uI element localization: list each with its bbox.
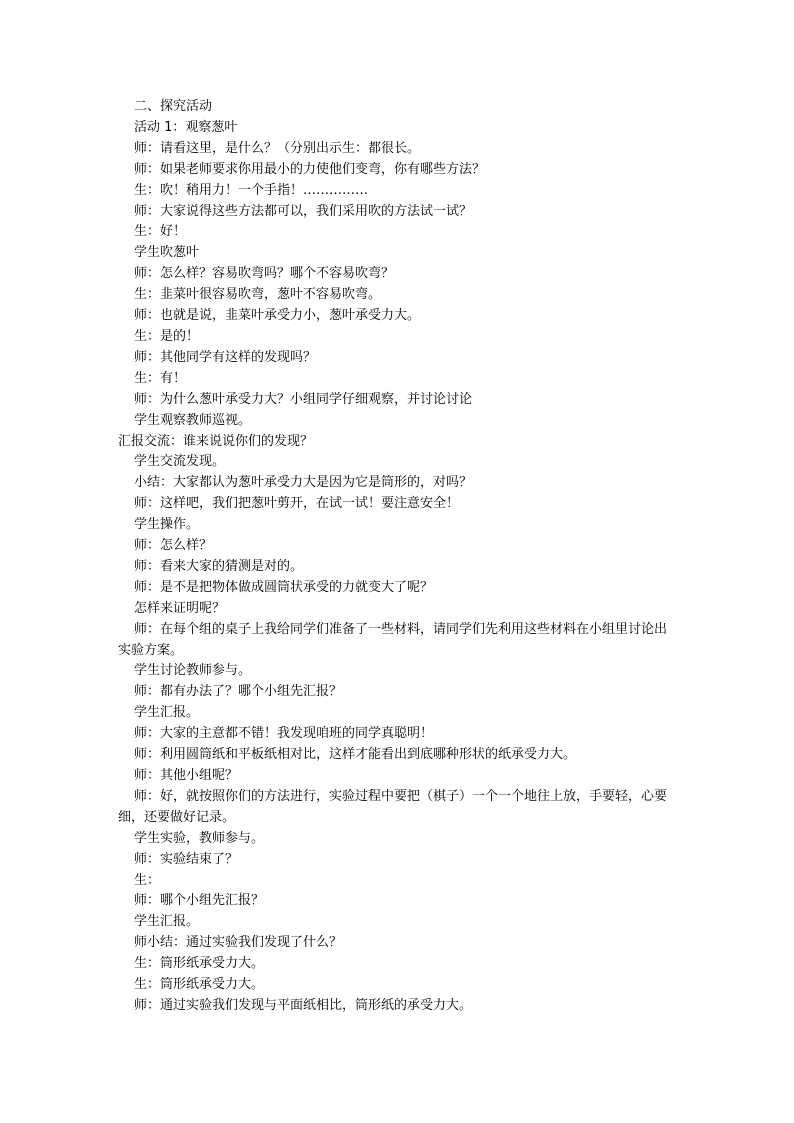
text-line: 师：大家说得这些方法都可以，我们采用吹的方法试一试？ bbox=[134, 203, 473, 219]
text-line: 师：其他小组呢？ bbox=[134, 768, 239, 783]
text-line: 学生讨论教师参与。 bbox=[134, 663, 252, 679]
text-line: 师：好，就按照你们的方法进行，实验过程中要把（棋子）一个一个地往上放，手要轻，心要细，还要做好记录。 bbox=[118, 788, 668, 825]
text-line: 师：通过实验我们发现与平面纸相比，筒形纸的承受力大。 bbox=[134, 997, 473, 1013]
text-line: 师：也就是说，韭菜叶承受力小，葱叶承受力大。 bbox=[134, 308, 421, 324]
text-line: 师：怎么样？容易吹弯吗？哪个不容易吹弯？ bbox=[134, 266, 395, 282]
text-line: 师：是不是把物体做成圆筒状承受的力就变大了呢？ bbox=[134, 579, 434, 595]
document-body bbox=[118, 97, 678, 1017]
text-line: 生：韭菜叶很容易吹弯，葱叶不容易吹弯。 bbox=[134, 287, 382, 303]
text-line: 学生汇报。 bbox=[134, 705, 200, 721]
text-line: 师：这样吧，我们把葱叶剪开，在试一试！要注意安全！ bbox=[134, 496, 460, 512]
text-line: 生： bbox=[134, 872, 161, 888]
text-line: 学生交流发现。 bbox=[134, 454, 226, 470]
text-line: 师：请看这里，是什么？（分别出示生：都很长。 bbox=[134, 140, 421, 156]
text-line: 生：有！ bbox=[134, 370, 187, 386]
text-line: 活动 1：观察葱叶 bbox=[134, 119, 238, 135]
text-line: 学生吹葱叶 bbox=[134, 245, 200, 261]
text-line: 学生汇报。 bbox=[134, 914, 200, 930]
text-line: 师：实验结束了？ bbox=[134, 851, 239, 867]
text-line: 师：利用圆筒纸和平板纸相对比，这样才能看出到底哪种形状的纸承受力大。 bbox=[134, 747, 577, 763]
text-line: 师：看来大家的猜测是对的。 bbox=[134, 558, 304, 574]
text-line: 师：大家的主意都不错！我发现咱班的同学真聪明！ bbox=[134, 726, 434, 742]
text-line: 怎样来证明呢？ bbox=[134, 600, 226, 616]
text-line: 师：哪个小组先汇报？ bbox=[134, 893, 265, 909]
text-line: 学生观察教师巡视。 bbox=[134, 412, 252, 428]
text-line: 师：如果老师要求你用最小的力使他们变弯，你有哪些方法？ bbox=[134, 161, 486, 177]
text-line: 生：吹！稍用力！一个手指！…………… bbox=[134, 182, 369, 198]
text-line: 小结：大家都认为葱叶承受力大是因为它是筒形的，对吗？ bbox=[134, 475, 473, 491]
text-line: 生：筒形纸承受力大。 bbox=[134, 956, 265, 972]
text-line: 二、探究活动 bbox=[134, 99, 213, 114]
text-line: 生：筒形纸承受力大。 bbox=[134, 977, 265, 993]
text-line: 生：好！ bbox=[134, 224, 187, 240]
text-line: 师：怎么样？ bbox=[134, 538, 213, 554]
text-line: 师：其他同学有这样的发现吗？ bbox=[134, 349, 317, 365]
text-line: 学生实验，教师参与。 bbox=[134, 830, 265, 846]
text-line: 生：是的！ bbox=[134, 328, 200, 344]
text-line: 汇报交流：谁来说说你们的发现？ bbox=[118, 433, 314, 449]
text-line: 师：在每个组的桌子上我给同学们准备了一些材料，请同学们先利用这些材料在小组里讨论出实验方案。 bbox=[118, 621, 668, 658]
text-line: 师小结：通过实验我们发现了什么？ bbox=[134, 935, 343, 951]
text-line: 师：为什么葱叶承受力大？小组同学仔细观察，并讨论讨论 bbox=[134, 391, 473, 407]
text-line: 师：都有办法了？哪个小组先汇报？ bbox=[134, 684, 343, 700]
text-line: 学生操作。 bbox=[134, 517, 200, 533]
